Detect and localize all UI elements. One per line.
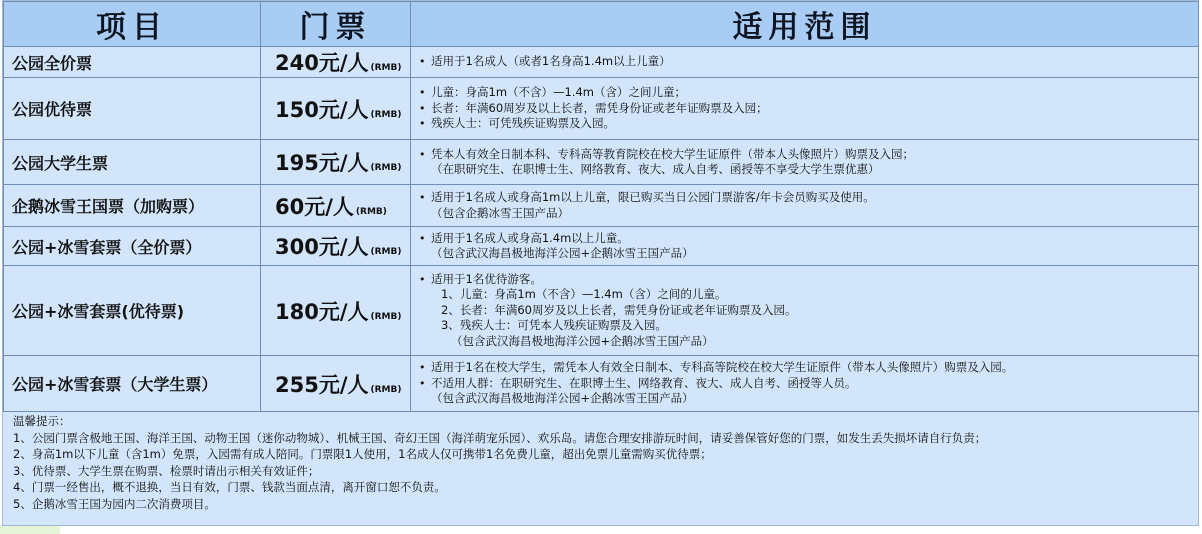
ticket-scope — [411, 47, 1199, 78]
table-row — [4, 140, 1199, 185]
ticket-scope — [411, 356, 1199, 412]
ticket-price-table — [3, 1, 1199, 412]
header-scope: 适用范围 — [411, 2, 1199, 47]
price-unit: (RMB) — [370, 384, 402, 395]
scope-line: 3、残疾人士：可凭本人残疾证购票及入园。 — [441, 318, 667, 333]
ticket-price — [261, 185, 411, 227]
scope-line: • 凭本人有效全日制本科、专科高等教育院校在校大学生证原件（带本人头像照片）购票及入园； — [419, 147, 1192, 163]
price-unit: (RMB) — [355, 206, 387, 217]
price-sheet — [2, 0, 1199, 526]
scope-line: • 长者：年满60周岁及以上长者，需凭身份证或老年证购票及入园； — [419, 101, 1192, 117]
header-item: 项目 — [4, 2, 261, 47]
note-item: 4、门票一经售出，概不退换，当日有效，门票、钱款当面点清，离开窗口恕不负责。 — [13, 480, 446, 494]
scope-line: • 适用于1名优待游客。 — [419, 272, 1192, 288]
scope-line: • 不适用人群：在职研究生、在职博士生、网络教育、夜大、成人自考、函授等人员。 — [419, 376, 1192, 392]
ticket-scope — [411, 140, 1199, 185]
price-value: 300元/人 — [275, 235, 369, 259]
price-value: 180元/人 — [275, 299, 369, 324]
scope-line: （包含武汉海昌极地海洋公园+企鹅冰雪王国产品） — [431, 246, 694, 260]
ticket-scope — [411, 78, 1199, 140]
ticket-price — [261, 78, 411, 140]
price-value: 255元/人 — [275, 372, 369, 397]
notes-section — [13, 413, 1193, 512]
scope-line: （包含武汉海昌极地海洋公园+企鹅冰雪王国产品） — [431, 391, 694, 406]
table-row — [4, 185, 1199, 227]
table-row — [4, 266, 1199, 356]
table-row — [4, 356, 1199, 412]
ticket-name: 公园大学生票 — [4, 140, 261, 185]
ticket-scope — [411, 266, 1199, 356]
price-unit: (RMB) — [370, 247, 402, 257]
scope-line: • 儿童：身高1m（不含）—1.4m（含）之间儿童； — [419, 85, 1192, 101]
note-item: 1、公园门票含极地王国、海洋王国、动物王国（迷你动物城）、机械王国、奇幻王国（海洋萌宠乐园）、欢乐岛。请您合理安排游玩时间，请妥善保管好您的门票，如发生丢失损坏请自行负责； — [13, 430, 987, 445]
scope-line: • 残疾人士：可凭残疾证购票及入园。 — [419, 116, 1192, 132]
scope-line: 1、儿童：身高1m（不含）—1.4m（含）之间的儿童。 — [441, 287, 727, 302]
scope-line: 2、长者：年满60周岁及以上长者，需凭身份证或老年证购票及入园。 — [441, 302, 797, 317]
ticket-price — [261, 227, 411, 266]
ticket-name: 公园优待票 — [4, 78, 261, 140]
table-header-row — [4, 2, 1199, 47]
price-unit: (RMB) — [370, 311, 402, 322]
price-unit: (RMB) — [370, 63, 402, 73]
scope-line: • 适用于1名成人或身高1.4m以上儿童。 — [419, 231, 1192, 247]
note-item: 2、身高1m以下儿童（含1m）免票，入园需有成人陪同。门票限1人使用，1名成人仅可携带1名免费儿童，超出免票儿童需购买优待票； — [13, 447, 712, 461]
price-value: 195元/人 — [275, 151, 369, 175]
price-unit: (RMB) — [370, 163, 402, 173]
scope-line: • 适用于1名成人（或者1名身高1.4m以上儿童） — [419, 54, 1192, 70]
header-price: 门票 — [261, 2, 411, 47]
notes-title: 温馨提示： — [13, 414, 71, 428]
ticket-name: 公园全价票 — [4, 47, 261, 78]
table-row — [4, 47, 1199, 78]
price-unit: (RMB) — [370, 109, 402, 120]
table-row — [4, 78, 1199, 140]
ticket-price — [261, 47, 411, 78]
scope-line: （在职研究生、在职博士生、网络教育、夜大、成人自考、函授等不享受大学生票优惠） — [431, 162, 880, 176]
note-item: 3、优待票、大学生票在购票、检票时请出示相关有效证件； — [13, 463, 320, 478]
ticket-price — [261, 140, 411, 185]
scope-line: （包含武汉海昌极地海洋公园+企鹅冰雪王国产品） — [451, 333, 714, 348]
ticket-price — [261, 356, 411, 412]
price-value: 240元/人 — [275, 51, 369, 75]
ticket-scope — [411, 185, 1199, 227]
ticket-name: 公园+冰雪套票(优待票) — [4, 266, 261, 356]
corner-decoration — [0, 526, 60, 534]
scope-line: （包含企鹅冰雪王国产品） — [431, 205, 569, 220]
ticket-name: 公园+冰雪套票（大学生票） — [4, 356, 261, 412]
table-row — [4, 227, 1199, 266]
price-value: 60元/人 — [275, 194, 354, 219]
scope-line: • 适用于1名成人或身高1m以上儿童，限已购买当日公园门票游客/年卡会员购买及使用。 — [419, 190, 1192, 206]
price-value: 150元/人 — [275, 97, 369, 122]
ticket-name: 企鹅冰雪王国票（加购票） — [4, 185, 261, 227]
ticket-name: 公园+冰雪套票（全价票） — [4, 227, 261, 266]
scope-line: • 适用于1名在校大学生，需凭本人有效全日制本、专科高等院校在校大学生证原件（带本人头像照片）购票及入园。 — [419, 360, 1192, 376]
note-item: 5、企鹅冰雪王国为园内二次消费项目。 — [13, 496, 216, 511]
ticket-scope — [411, 227, 1199, 266]
ticket-price — [261, 266, 411, 356]
